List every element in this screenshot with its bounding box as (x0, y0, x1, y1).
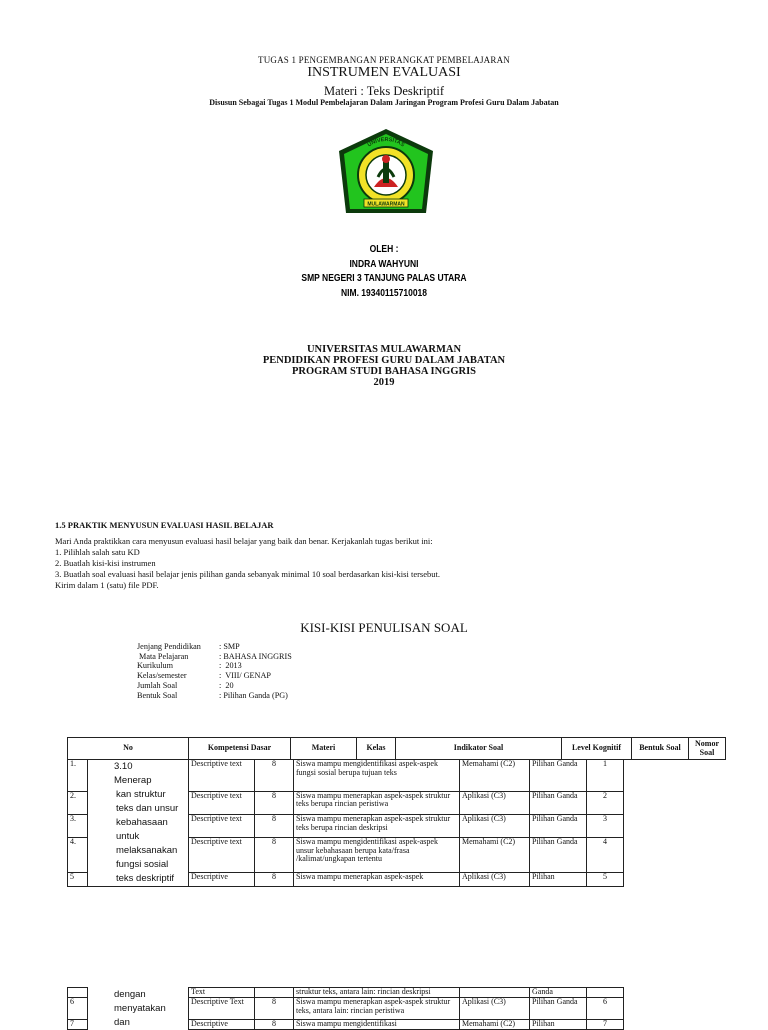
cell-nomor: 5 (587, 873, 624, 886)
kisi-title: KISI-KISI PENULISAN SOAL (300, 620, 468, 635)
cell-indikator: Siswa mampu mengidentifikasi aspek-aspek fungsi sosial berupa tujuan teks (294, 760, 460, 792)
cell-nomor: 2 (587, 791, 624, 814)
kisi-meta (137, 642, 292, 700)
cell-no (68, 988, 88, 998)
kd-line: melaksanakan (116, 844, 178, 856)
cell-no: 2. (68, 791, 88, 814)
col-header: No (68, 738, 189, 760)
meta-value: : 2013 (219, 661, 242, 671)
cell-level: Aplikasi (C3) (460, 791, 530, 814)
kd-line: untuk (116, 830, 140, 842)
kd-line: teks dan unsur (116, 802, 179, 814)
institution-program: PENDIDIKAN PROFESI GURU DALAM JABATAN (262, 355, 506, 366)
cell-nomor: 3 (587, 814, 624, 837)
meta-value: : VIII/ GENAP (219, 671, 271, 681)
cell-bentuk: Ganda (530, 988, 587, 998)
meta-key: Jenjang Pendidikan (137, 642, 201, 651)
meta-value: : Pilihan Ganda (PG) (219, 690, 288, 700)
meta-key: Kurikulum (137, 661, 173, 671)
logo-top-text: UNIVERSITAS (366, 136, 406, 149)
meta-row (137, 691, 292, 701)
cell-materi: Descriptive Text (189, 998, 255, 1020)
kd-line: teks deskriptif (116, 872, 175, 884)
cell-indikator: Siswa mampu mengidentifikasi aspek-aspek unsur kebahasaan berupa kata/frasa /kalimat/ungkapan tertentu (294, 838, 460, 873)
institution-university: UNIVERSITAS MULAWARMAN (306, 344, 462, 355)
cell-nomor: 4 (587, 838, 624, 873)
meta-value: : 20 (219, 680, 234, 690)
meta-row (137, 671, 292, 681)
cell-nomor: 7 (587, 1019, 624, 1029)
author-name: INDRA WAHYUNI (349, 258, 419, 270)
cell-no: 7 (68, 1019, 88, 1029)
cell-materi: Descriptive (189, 873, 255, 886)
logo-bottom-text: MULAWARMAN (367, 201, 405, 208)
cell-bentuk: Pilihan Ganda (530, 998, 587, 1020)
cell-kelas: 8 (255, 998, 294, 1020)
kisi-table-page1 (67, 737, 726, 760)
cell-level: Memahami (C2) (460, 838, 530, 873)
col-header: Kompetensi Dasar (189, 738, 291, 760)
kd-line: kan struktur (116, 788, 166, 800)
institution-year: 2019 (373, 377, 395, 388)
cell-materi: Descriptive text (189, 760, 255, 792)
table-header-row (68, 738, 726, 760)
intro-line: Mari Anda praktikkan cara menyusun evaluasi hasil belajar yang baik dan benar. Kerjakanlah tugas berikut ini: (55, 536, 433, 546)
cell-nomor: 1 (587, 760, 624, 792)
section-title: 1.5 PRAKTIK MENYUSUN EVALUASI HASIL BELAJAR (55, 520, 274, 530)
cell-kd (88, 760, 189, 887)
kd-line: kebahasaan (116, 816, 168, 828)
kd-line: menyatakan (114, 1002, 166, 1014)
cell-nomor: 6 (587, 998, 624, 1020)
intro-line: 2. Buatlah kisi-kisi instrumen (55, 558, 156, 568)
cell-kd (88, 988, 189, 1030)
cell-kelas: 8 (255, 1019, 294, 1029)
kd-line: dengan (114, 988, 146, 1000)
cell-level: Memahami (C2) (460, 760, 530, 792)
cell-kelas: 8 (255, 791, 294, 814)
cell-no: 4. (68, 838, 88, 873)
cell-materi: Descriptive text (189, 791, 255, 814)
kisi-table-page1-body (67, 759, 624, 887)
col-header: Bentuk Soal (632, 738, 689, 760)
cell-kelas: 8 (255, 838, 294, 873)
author-block (58, 243, 711, 301)
cell-no: 1. (68, 760, 88, 792)
cell-materi: Descriptive text (189, 814, 255, 837)
kd-line: fungsi sosial (116, 858, 169, 870)
col-header: Level Kognitif (562, 738, 632, 760)
institution-block (0, 344, 768, 388)
intro-line: 3. Buatlah soal evaluasi hasil belajar jenis pilihan ganda sebanyak minimal 10 soal berdasarkan kisi-kisi tersebut. (55, 569, 440, 579)
cell-indikator: Siswa mampu menerapkan aspek-aspek struktur teks berupa rincian peristiwa (294, 791, 460, 814)
cell-no: 6 (68, 998, 88, 1020)
cell-kelas: 8 (255, 814, 294, 837)
cell-indikator: struktur teks, antara lain: rincian deskripsi (294, 988, 460, 998)
cell-level (460, 988, 530, 998)
meta-key: Kelas/semester (137, 671, 187, 681)
cell-indikator: Siswa mampu menerapkan aspek-aspek struktur teks berupa rincian deskripsi (294, 814, 460, 837)
cell-no: 5 (68, 873, 88, 886)
author-oleh: OLEH : (369, 244, 399, 255)
cell-materi: Descriptive (189, 1019, 255, 1029)
kd-line: Menerap (114, 774, 152, 786)
table-row (68, 988, 624, 998)
col-header: Nomor Soal (689, 738, 726, 760)
cell-bentuk: Pilihan (530, 873, 587, 886)
cell-kelas: 8 (255, 873, 294, 886)
university-logo-icon (334, 125, 438, 229)
cell-bentuk: Pilihan Ganda (530, 838, 587, 873)
cell-level: Memahami (C2) (460, 1019, 530, 1029)
section-intro (55, 536, 440, 591)
col-header: Indikator Soal (396, 738, 562, 760)
meta-value: : BAHASA INGGRIS (219, 651, 292, 661)
table-row (68, 760, 624, 792)
author-school: SMP NEGERI 3 TANJUNG PALAS UTARA (301, 273, 467, 284)
meta-row (137, 652, 292, 662)
intro-line: Kirim dalam 1 (satu) file PDF. (55, 580, 159, 590)
meta-key: Mata Pelajaran (137, 651, 189, 661)
meta-row (137, 681, 292, 691)
kd-number: 3.10 (114, 760, 133, 772)
cell-level: Aplikasi (C3) (460, 814, 530, 837)
cell-bentuk: Pilihan (530, 1019, 587, 1029)
cell-indikator: Siswa mampu mengidentifikasi (294, 1019, 460, 1029)
cell-kelas (255, 988, 294, 998)
doc-header-title: INSTRUMEN EVALUASI (307, 65, 461, 80)
cell-bentuk: Pilihan Ganda (530, 760, 587, 792)
meta-key: Jumlah Soal (137, 680, 178, 690)
cell-level: Aplikasi (C3) (460, 998, 530, 1020)
cell-indikator: Siswa mampu menerapkan aspek-aspek (294, 873, 460, 886)
kd-line: dan (114, 1016, 130, 1028)
cell-materi: Descriptive text (189, 838, 255, 873)
cell-level: Aplikasi (C3) (460, 873, 530, 886)
doc-header-subtitle: Disusun Sebagai Tugas 1 Modul Pembelajaran Dalam Jaringan Program Profesi Guru Dalam Jabatan (209, 98, 559, 107)
doc-header-task: TUGAS 1 PENGEMBANGAN PERANGKAT PEMBELAJARAN (258, 55, 510, 65)
institution-study: PROGRAM STUDI BAHASA INGGRIS (291, 366, 477, 377)
meta-key: Bentuk Soal (137, 690, 178, 700)
meta-row (137, 642, 292, 652)
cell-no: 3. (68, 814, 88, 837)
cell-indikator: Siswa mampu menerapkan aspek-aspek struktur teks, antara lain: rincian peristiwa (294, 998, 460, 1020)
col-header: Kelas (357, 738, 396, 760)
author-nim: NIM. 19340115710018 (340, 287, 428, 299)
meta-value: : SMP (219, 642, 240, 651)
cell-kelas: 8 (255, 760, 294, 792)
cell-materi: Text (189, 988, 255, 998)
meta-row (137, 661, 292, 671)
cell-nomor (587, 988, 624, 998)
doc-header-materi: Materi : Teks Deskriptif (323, 84, 445, 98)
cell-bentuk: Pilihan Ganda (530, 791, 587, 814)
cell-bentuk: Pilihan Ganda (530, 814, 587, 837)
intro-line: 1. Pilihlah salah satu KD (55, 547, 140, 557)
col-header: Materi (291, 738, 357, 760)
